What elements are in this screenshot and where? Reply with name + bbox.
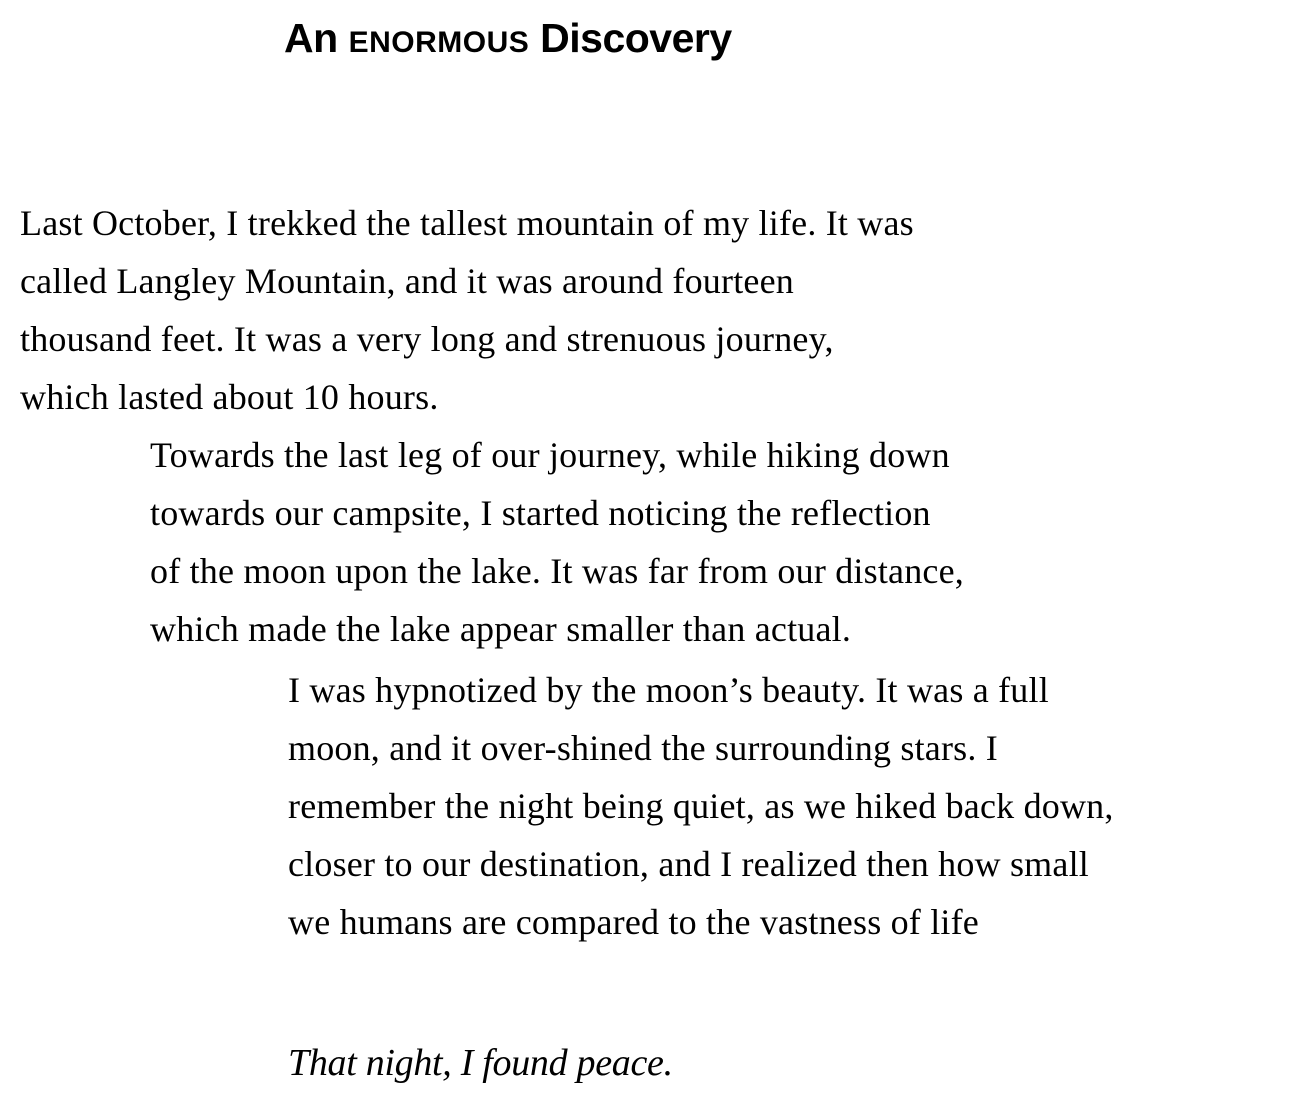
title-word-enormous: ENORMOUS [348, 26, 530, 59]
paragraph-line: closer to our destination, and I realized then how small [288, 844, 1089, 884]
paragraph-line: called Langley Mountain, and it was around fourteen [20, 261, 794, 301]
paragraph-line: of the moon upon the lake. It was far from our distance, [150, 551, 964, 591]
paragraph-2 [150, 426, 964, 658]
title-word-an: An [284, 15, 338, 61]
closing-line: That night, I found peace. [288, 1042, 673, 1084]
paragraph-1 [20, 194, 914, 426]
paragraph-line: Last October, I trekked the tallest mountain of my life. It was [20, 203, 914, 243]
title-word-discovery: Discovery [540, 15, 732, 61]
paragraph-line: which made the lake appear smaller than actual. [150, 609, 852, 649]
paragraph-line: towards our campsite, I started noticing the reflection [150, 493, 931, 533]
paragraph-line: remember the night being quiet, as we hiked back down, [288, 786, 1114, 826]
page-title [284, 12, 732, 69]
paragraph-line: Towards the last leg of our journey, while hiking down [150, 435, 950, 475]
paragraph-line: moon, and it over-shined the surrounding stars. I [288, 728, 998, 768]
paragraph-line: we humans are compared to the vastness of life [288, 902, 979, 942]
paragraph-line: I was hypnotized by the moon’s beauty. It was a full [288, 670, 1049, 710]
paragraph-line: thousand feet. It was a very long and strenuous journey, [20, 319, 834, 359]
paragraph-3 [288, 661, 1114, 951]
paragraph-line: which lasted about 10 hours. [20, 377, 439, 417]
